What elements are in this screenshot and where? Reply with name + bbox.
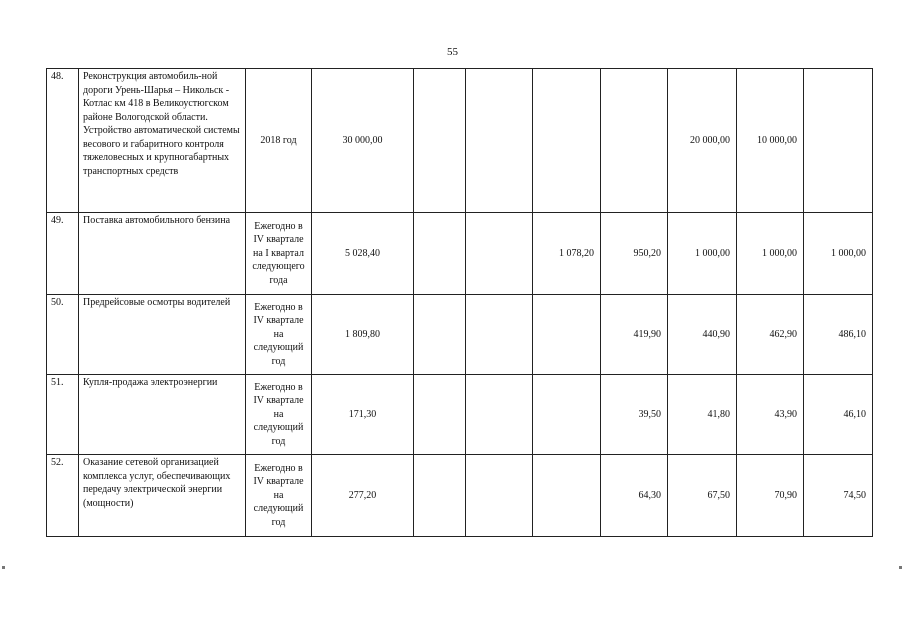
table-row	[47, 69, 873, 213]
year-value: 10 000,00	[737, 69, 804, 213]
row-number: 51.	[47, 375, 79, 455]
item-name: Предрейсовые осмотры водителей	[79, 295, 246, 375]
year-value: 67,50	[668, 455, 737, 537]
year-value: 440,90	[668, 295, 737, 375]
year-value	[533, 295, 601, 375]
year-value	[414, 455, 466, 537]
year-value: 1 000,00	[668, 213, 737, 295]
year-value: 1 000,00	[737, 213, 804, 295]
year-value	[804, 69, 873, 213]
year-value	[466, 69, 533, 213]
page-number: 55	[447, 46, 458, 58]
item-term: Ежегодно в IV квартале на I квартал следующего года	[246, 213, 312, 295]
item-term: 2018 год	[246, 69, 312, 213]
item-total: 1 809,80	[312, 295, 414, 375]
row-number: 49.	[47, 213, 79, 295]
table-row	[47, 213, 873, 295]
year-value: 20 000,00	[668, 69, 737, 213]
table-row	[47, 295, 873, 375]
year-value: 1 078,20	[533, 213, 601, 295]
scan-mark-left	[2, 566, 5, 569]
year-value	[466, 295, 533, 375]
year-value: 46,10	[804, 375, 873, 455]
year-value	[414, 295, 466, 375]
year-value: 1 000,00	[804, 213, 873, 295]
year-value	[533, 69, 601, 213]
table-row	[47, 375, 873, 455]
year-value: 64,30	[601, 455, 668, 537]
year-value	[466, 455, 533, 537]
year-value: 43,90	[737, 375, 804, 455]
year-value: 950,20	[601, 213, 668, 295]
year-value	[466, 213, 533, 295]
year-value	[414, 375, 466, 455]
procurement-plan-table	[46, 68, 873, 537]
year-value	[601, 69, 668, 213]
item-name: Реконструкция автомобиль-ной дороги Урень-Шарья – Никольск - Котлас км 418 в Великоустюгском районе Вологодской области. Устройство автоматической системы весового и габаритного контроля тяжеловесных и крупногабартных транспортных средств	[79, 69, 246, 213]
scan-mark-right	[899, 566, 902, 569]
year-value: 74,50	[804, 455, 873, 537]
item-name: Оказание сетевой организацией комплекса услуг, обеспечивающих передачу электрической энергии (мощности)	[79, 455, 246, 537]
year-value: 419,90	[601, 295, 668, 375]
item-total: 5 028,40	[312, 213, 414, 295]
table-row	[47, 455, 873, 537]
item-name: Поставка автомобильного бензина	[79, 213, 246, 295]
year-value	[533, 375, 601, 455]
item-term: Ежегодно в IV квартале на следующий год	[246, 455, 312, 537]
year-value: 462,90	[737, 295, 804, 375]
year-value: 39,50	[601, 375, 668, 455]
row-number: 50.	[47, 295, 79, 375]
item-term: Ежегодно в IV квартале на следующий год	[246, 295, 312, 375]
year-value	[533, 455, 601, 537]
item-total: 30 000,00	[312, 69, 414, 213]
year-value	[414, 69, 466, 213]
item-term: Ежегодно в IV квартале на следующий год	[246, 375, 312, 455]
year-value	[414, 213, 466, 295]
item-total: 277,20	[312, 455, 414, 537]
row-number: 48.	[47, 69, 79, 213]
year-value	[466, 375, 533, 455]
row-number: 52.	[47, 455, 79, 537]
year-value: 70,90	[737, 455, 804, 537]
item-total: 171,30	[312, 375, 414, 455]
year-value: 486,10	[804, 295, 873, 375]
item-name: Купля-продажа электроэнергии	[79, 375, 246, 455]
year-value: 41,80	[668, 375, 737, 455]
